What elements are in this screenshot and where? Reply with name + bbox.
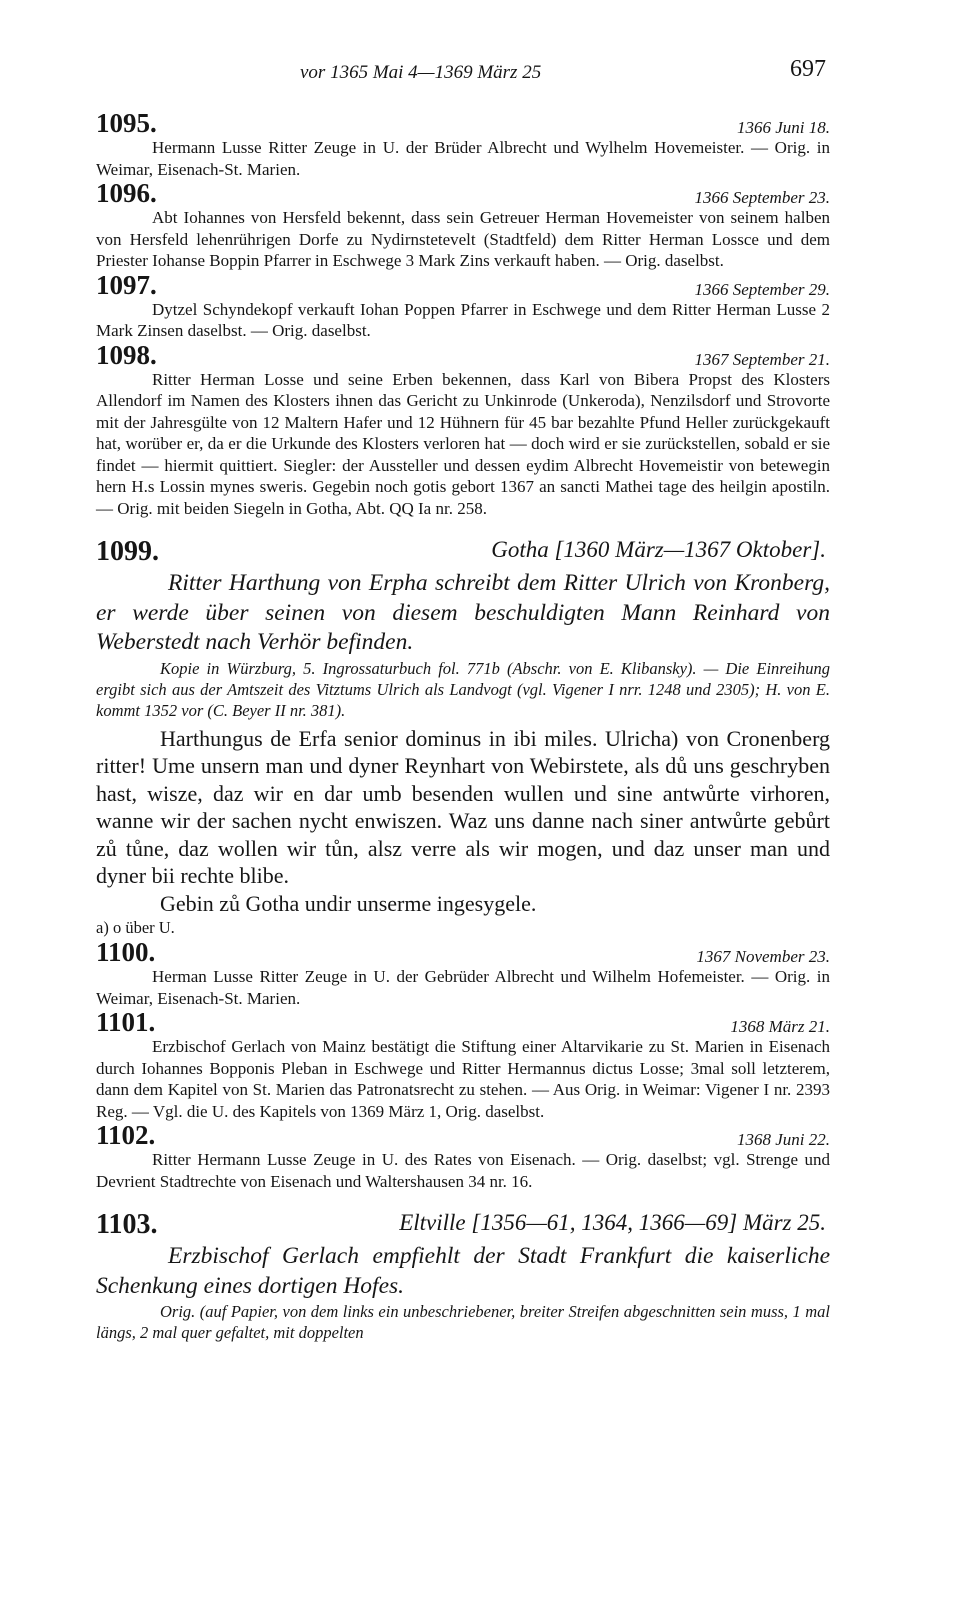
entry-1101 xyxy=(96,1009,830,1122)
entry-number: 1101. xyxy=(96,1007,156,1037)
entry-1097 xyxy=(96,269,830,342)
entry-number: 1099. xyxy=(96,536,159,567)
running-title: vor 1365 Mai 4—1369 März 25 xyxy=(300,62,542,83)
source-text: Harthungus de Erfa senior dominus in ibi miles. Ulricha) von Cronenberg ritter! Ume unsern man und dyner Reynhart von Webirstete, als dů uns geschryben hast, wisze, daz wir en dar umb besenden wullen und sine antwůrte virhoren, wanne wir der sachen nycht enwiszen. Waz uns danne nach siner antwůrte gebůrt zů tůne, daz wollen wir tůn, alsz verre als wir mogen, und daz unser man und dyner bii rechte blibe. xyxy=(96,725,830,888)
entry-number: 1100. xyxy=(96,937,156,967)
entry-date: 1367 November 23. xyxy=(696,947,830,966)
page-content xyxy=(96,110,830,1343)
page-number: 697 xyxy=(790,56,826,82)
entry-date: 1366 September 23. xyxy=(694,188,830,207)
entry-date: 1366 Juni 18. xyxy=(736,118,830,137)
entry-number: 1098. xyxy=(96,339,157,370)
entry-note: Orig. (auf Papier, von dem links ein unbeschriebener, breiter Streifen abgeschnitten sein muss, 1 mal längs, 2 mal quer gefaltet, mit doppelten xyxy=(96,1302,830,1342)
entry-number: 1095. xyxy=(96,108,157,138)
entry-place-date: Eltville [1356—61, 1364, 1366—69] März 25. xyxy=(399,1210,826,1235)
entry-header xyxy=(96,339,830,370)
entry-text: Herman Lusse Ritter Zeuge in U. der Gebrüder Albrecht und Wilhelm Hofemeister. — Orig. in Weimar, Eisenach-St. Marien. xyxy=(96,967,830,1008)
entry-1098 xyxy=(96,339,830,520)
entry-text: Abt Iohannes von Hersfeld bekennt, dass sein Getreuer Herman Hovemeister von seinem halben von Hersfeld lehenrührigen Dorfe zu Nydirnstetevelt (Stadtfeld) dem Ritter Herman Lossce und dem Priester Iohanse Boppin Pfarrer in Eschwege 3 Mark Zins verkauft haben. — Orig. daselbst. xyxy=(96,208,830,270)
entry-header xyxy=(96,110,830,137)
entry-header xyxy=(96,1122,830,1149)
entry-text: Erzbischof Gerlach von Mainz bestätigt die Stiftung einer Altarvikarie zu St. Marien in Eisenach durch Iohannes Bopponis Pleban in Eschwege und Ritter Hermannus dictus Losse; 3mal soll letzterem, dann dem Kapitel von St. Marien das Patronatsrecht zu stehen. — Aus Orig. in Weimar: Vigener I nr. 2393 Reg. — Vgl. die U. des Kapitels von 1369 März 1, Orig. daselbst. xyxy=(96,1037,830,1121)
entry-1102 xyxy=(96,1122,830,1192)
entry-number: 1103. xyxy=(96,1209,158,1240)
entry-header xyxy=(96,269,830,300)
entry-place-date: Gotha [1360 März—1367 Oktober]. xyxy=(491,537,826,562)
entry-1095 xyxy=(96,110,830,180)
entry-note: Kopie in Würzburg, 5. Ingrossaturbuch fol. 771b (Abschr. von E. Klibansky). — Die Einreihung ergibt sich aus der Amtszeit des Vitztums Ulrich als Landvogt (vgl. Vigener I nrr. 1248 und 2305); H. von E. kommt 1352 vor (C. Beyer II nr. 381). xyxy=(96,658,830,720)
entry-1096 xyxy=(96,180,830,272)
entry-1103 xyxy=(96,1208,830,1343)
entry-text: Ritter Hermann Lusse Zeuge in U. des Rates von Eisenach. — Orig. daselbst; vgl. Strenge und Devrient Stadtrechte von Eisenach und Waltershausen 34 nr. 16. xyxy=(96,1150,830,1191)
entry-regest: Erzbischof Gerlach empfiehlt der Stadt Frankfurt die kaiserliche Schenkung eines dortigen Hofes. xyxy=(96,1243,830,1299)
entry-number: 1097. xyxy=(96,269,157,300)
entry-text: Dytzel Schyndekopf verkauft Iohan Poppen Pfarrer in Eschwege und dem Ritter Herman Lusse 2 Mark Zinsen daselbst. — Orig. daselbst. xyxy=(96,299,830,340)
entry-number: 1096. xyxy=(96,178,157,208)
entry-date: 1368 März 21. xyxy=(730,1017,830,1036)
entry-regest: Ritter Harthung von Erpha schreibt dem Ritter Ulrich von Kronberg, er werde über seinen von diesem beschuldigten Mann Reinhard von Weberstedt nach Verhör befinden. xyxy=(96,570,830,655)
footnote: a) o über U. xyxy=(96,918,175,937)
entry-header xyxy=(96,1208,830,1242)
entry-header xyxy=(96,180,830,207)
entry-number: 1102. xyxy=(96,1120,156,1150)
entry-1099 xyxy=(96,535,830,939)
entry-header xyxy=(96,939,830,966)
entry-date: 1366 September 29. xyxy=(694,279,830,299)
entry-date: 1368 Juni 22. xyxy=(736,1130,830,1149)
entry-header xyxy=(96,1009,830,1036)
entry-header xyxy=(96,535,830,569)
entry-1100 xyxy=(96,939,830,1009)
entry-text: Hermann Lusse Ritter Zeuge in U. der Brüder Albrecht und Wylhelm Hovemeister. — Orig. in Weimar, Eisenach-St. Marien. xyxy=(96,138,830,179)
entry-date: 1367 September 21. xyxy=(694,349,830,369)
source-dating: Gebin zů Gotha undir unserme ingesygele. xyxy=(160,890,537,916)
entry-text: Ritter Herman Losse und seine Erben bekennen, dass Karl von Bibera Propst des Klosters Allendorf im Namen des Klosters ihnen das Gericht zu Unkinrode (Unkeroda), Nenzilsdorf und Strovorte mit der Jahresgülte von 12 Maltern Hafer und 12 Hühnern für 45 bar bezahlte Pfund Heller zurückgekauft hat, worüber er, da er die Urkunde des Klosters verloren hat — doch wird er sie zurückstellen, sobald er sie findet — hiermit quittiert. Siegler: der Aussteller und dessen eydim Albrecht Hovemeistir von betewegin hern H.s Lossin mynes sweris. Gegebin noch gotis gebort 1367 an sancti Mathei tage des heilgin apostiln. — Orig. mit beiden Siegeln in Gotha, Abt. QQ Ia nr. 258. xyxy=(96,369,830,518)
